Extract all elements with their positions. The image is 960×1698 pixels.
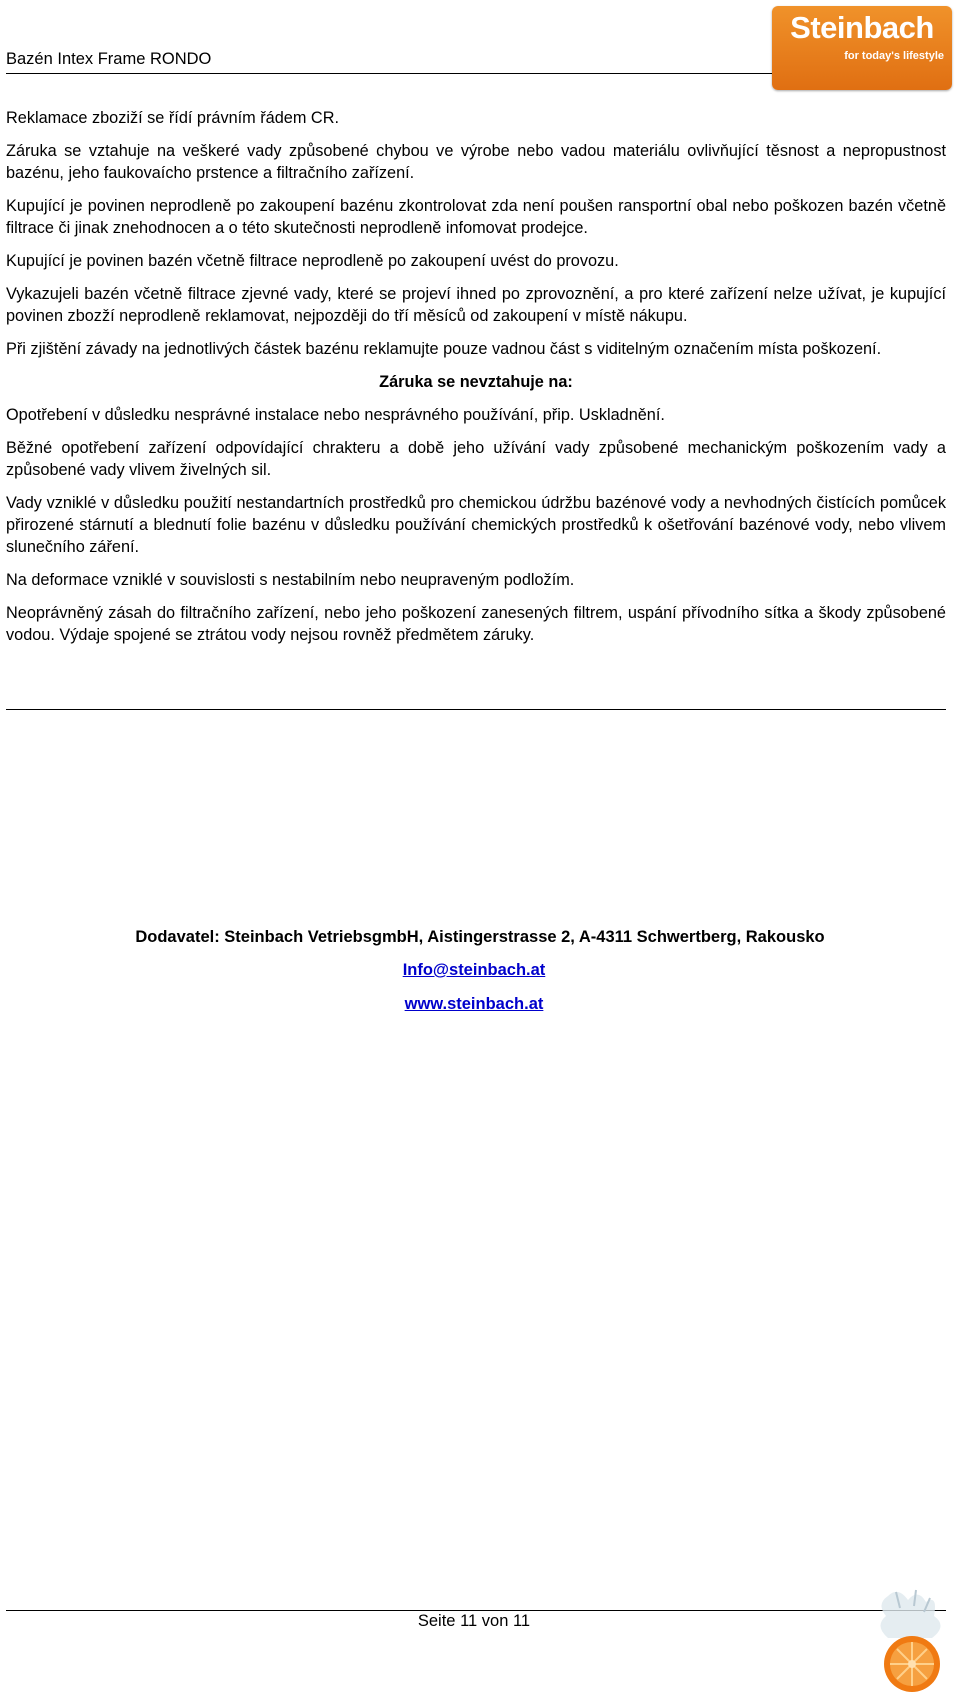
exclusion-deformation: Na deformace vzniklé v souvislosti s nestabilním nebo neupraveným podložím. — [6, 571, 575, 589]
steinbach-logo — [772, 6, 952, 90]
supplier-info: Dodavatel: Steinbach VetriebsgmbH, Aistingerstrasse 2, A-4311 Schwertberg, Rakousko — [135, 928, 825, 946]
exclusion-unauthorized: Neoprávněný zásah do filtračního zařízení, nebo jeho poškození zanesených filtrem, uspání přívodního sítka a škody způsobené vodou. Výdaje spojené se ztrátou vody nejsou rovněž předmětem záruky. — [6, 604, 946, 644]
exclusions-heading: Záruka se nevztahuje na: — [379, 373, 573, 391]
orange-splash-image — [868, 1586, 952, 1694]
exclusion-wear: Běžné opotřebení zařízení odpovídající chrakteru a době jeho užívání vady způsobené mechanickým poškozením vady a způsobené vady vlivem živelných sil. — [6, 439, 946, 479]
paragraph-warranty-scope: Záruka se vztahuje na veškeré vady způsobené chybou ve výrobe nebo vadou materiálu ovlivňující těsnost a nepropustnost bazénu, jeho faukovaícho prstence a filtračního zařízení. — [6, 142, 946, 182]
paragraph-obvious-defects: Vykazujeli bazén včetně filtrace zjevné vady, které se projeví ihned po zprovoznění, a pro které zařízení nelze užívat, je kupující povinen zbozží neprodleně reklamovat, nejpozději do tří měsíců od zakoupení v místě nákupu. — [6, 285, 946, 325]
page-number: Seite 11 von 11 — [417, 1612, 531, 1630]
exclusion-installation: Opotřebení v důsledku nesprávné instalace nebo nesprávného používání, přip. Uskladnění. — [6, 406, 665, 424]
logo-wordmark: Steinbach — [790, 10, 934, 45]
document-title: Bazén Intex Frame RONDO — [6, 50, 212, 68]
paragraph-inspection: Kupující je povinen neprodleně po zakoupení bazénu zkontrolovat zda není poušen ransportní obal nebo poškozen bazén včetně filtrace či jinak znehodnocen a o této skutečnosti neprodleně infomovat prodejce. — [6, 197, 946, 237]
paragraph-part-defects: Při zjištění závady na jednotlivých částek bazénu reklamujte pouze vadnou část s viditelným označením místa poškození. — [6, 340, 882, 358]
website-link[interactable]: www.steinbach.at — [404, 995, 544, 1013]
email-link[interactable]: Info@steinbach.at — [402, 961, 546, 979]
paragraph-commissioning: Kupující je povinen bazén včetně filtrace neprodleně po zakoupení uvést do provozu. — [6, 252, 619, 270]
footer-divider — [6, 1610, 946, 1611]
warranty-text — [6, 107, 946, 657]
section-divider — [6, 709, 946, 710]
exclusion-chemicals: Vady vzniklé v důsledku použití nestandartních prostředků pro chemickou údržbu bazénové vody a nevhodných čistících pomůcek přirozené stárnutí a blednutí folie bazénu v důsledku používání chemických prostředků k ošetřování bazénové vody, nebo vlivem slunečního záření. — [6, 494, 946, 556]
paragraph-complaints: Reklamace zboziží se řídí právním řádem CR. — [6, 109, 339, 127]
logo-tagline: for today's lifestyle — [844, 50, 944, 62]
